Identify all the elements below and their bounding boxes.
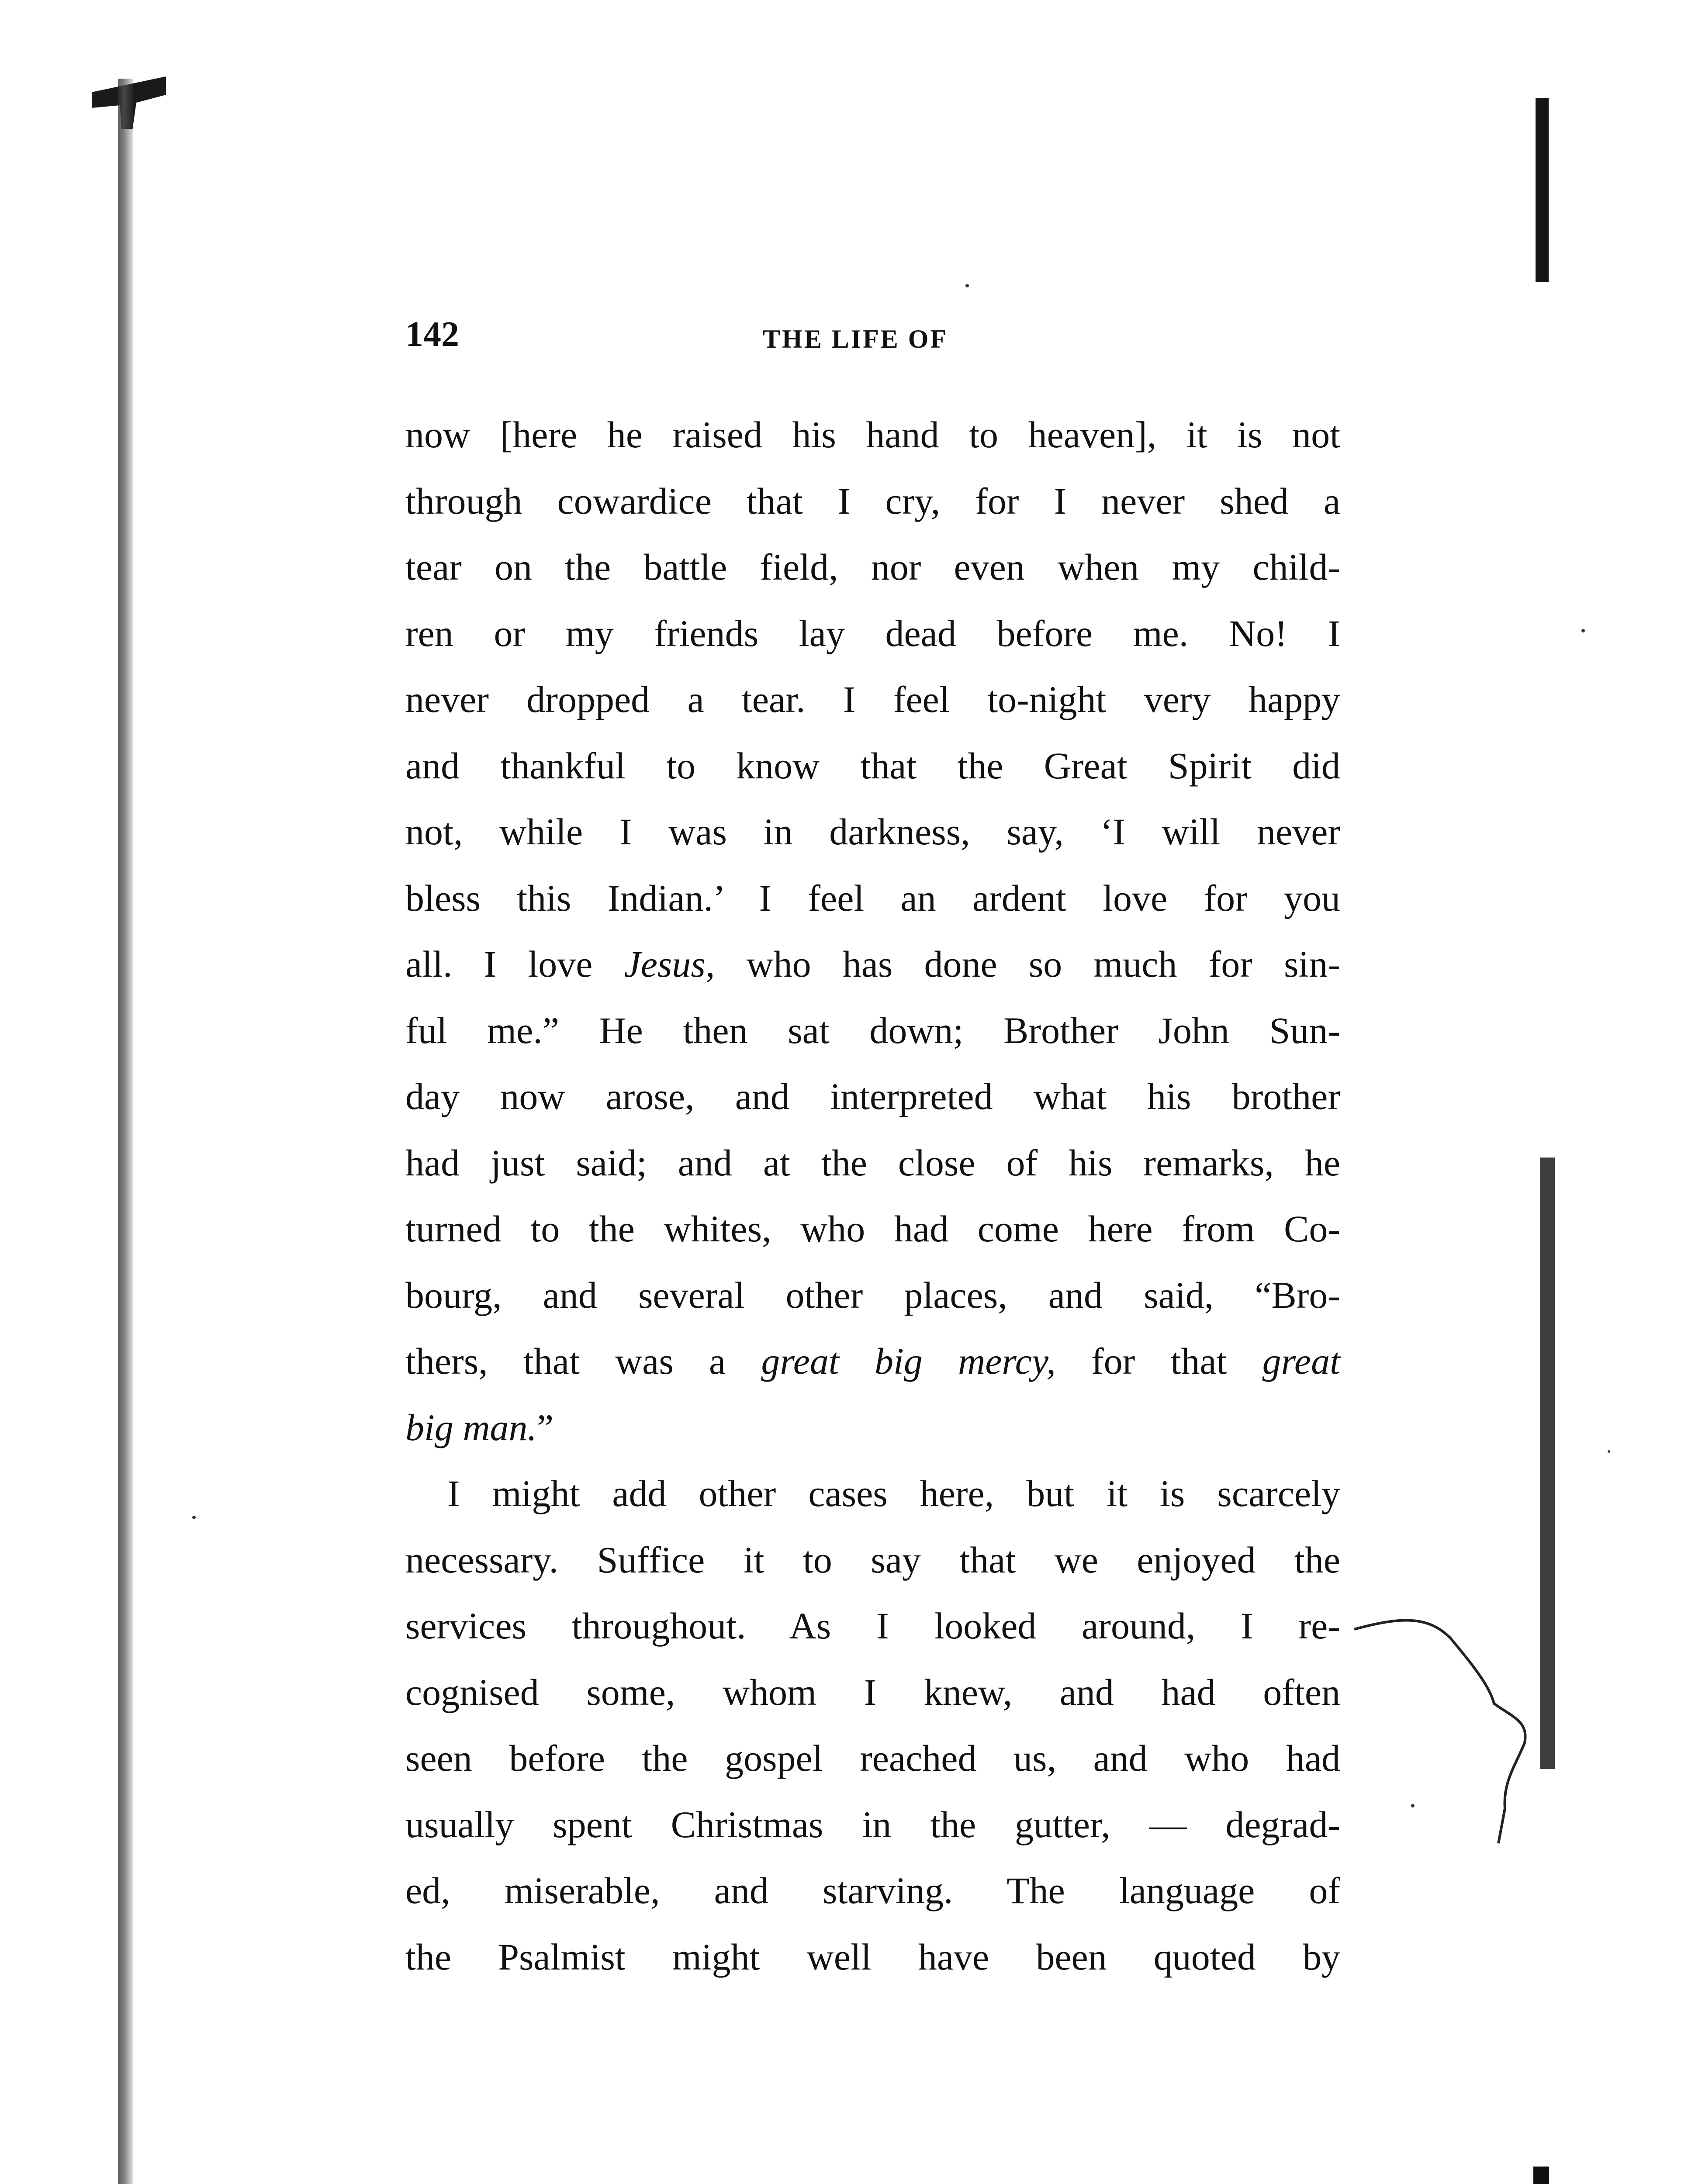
- scan-edge-right-middle: [1540, 1158, 1555, 1769]
- text-segment: through cowardice that I cry, for I never shed a: [405, 480, 1340, 522]
- text-segment: seen before the gospel reached us, and who had: [405, 1737, 1340, 1779]
- text-segment: ren or my friends lay dead before me. No! I: [405, 612, 1340, 654]
- scan-edge-right-bottom: [1533, 2167, 1549, 2184]
- text-line: [405, 733, 1340, 798]
- italic-text: Jesus,: [624, 943, 715, 985]
- text-line: [405, 1395, 1340, 1460]
- text-line: [405, 601, 1340, 666]
- text-line: [405, 1328, 1340, 1394]
- text-segment: the Psalmist might well have been quoted by: [405, 1935, 1340, 1978]
- text-segment: I might add other cases here, but it is scarcely: [447, 1472, 1340, 1514]
- text-line: [405, 1262, 1340, 1328]
- text-line: [405, 1792, 1340, 1857]
- italic-text: big man.: [405, 1406, 537, 1448]
- text-segment: ed, miserable, and starving. The language of: [405, 1870, 1340, 1911]
- text-segment: ”: [537, 1406, 554, 1448]
- text-line: [405, 667, 1340, 732]
- text-line: [405, 931, 1340, 997]
- text-segment: had just said; and at the close of his remarks, he: [405, 1141, 1340, 1184]
- text-line: [405, 998, 1340, 1063]
- text-line: [405, 1924, 1340, 1990]
- text-segment: bless this Indian.’ I feel an ardent love for you: [405, 877, 1340, 919]
- text-segment: for that: [1055, 1340, 1263, 1382]
- text-segment: tear on the battle field, nor even when my child-: [405, 546, 1340, 588]
- text-segment: bourg, and several other places, and said, “Bro-: [405, 1274, 1340, 1316]
- running-head: [405, 314, 1349, 366]
- running-head-title: THE LIFE OF: [763, 325, 948, 353]
- text-line: [405, 1130, 1340, 1196]
- scan-edge-right-top: [1536, 98, 1549, 282]
- text-line: [405, 799, 1340, 864]
- text-line: [405, 865, 1340, 931]
- text-line: [405, 1196, 1340, 1261]
- text-line: [405, 1064, 1340, 1129]
- text-segment: never dropped a tear. I feel to-night very happy: [405, 678, 1340, 720]
- text-segment: not, while I was in darkness, say, ‘I will never: [405, 811, 1340, 853]
- margin-bracket-mark: [1350, 1599, 1533, 1870]
- text-segment: day now arose, and interpreted what his brother: [405, 1075, 1340, 1117]
- text-segment: and thankful to know that the Great Spirit did: [405, 744, 1340, 787]
- text-segment: now [here he raised his hand to heaven], it is not: [405, 414, 1340, 456]
- text-line: [405, 1527, 1340, 1593]
- italic-text: great big mercy,: [761, 1340, 1056, 1382]
- text-segment: all. I love: [405, 943, 624, 985]
- text-segment: turned to the whites, who had come here from Co-: [405, 1208, 1340, 1250]
- page-number: 142: [405, 314, 459, 354]
- text-line: [405, 1858, 1340, 1923]
- text-line: [405, 1461, 1340, 1526]
- text-line: [405, 468, 1340, 534]
- text-line: [405, 1659, 1340, 1725]
- italic-text: great: [1262, 1340, 1340, 1382]
- text-segment: thers, that was a: [405, 1340, 761, 1382]
- text-line: [405, 1593, 1340, 1659]
- text-segment: usually spent Christmas in the gutter, — degrad-: [405, 1803, 1340, 1845]
- text-segment: cognised some, whom I knew, and had often: [405, 1671, 1340, 1713]
- text-line: [405, 534, 1340, 600]
- text-segment: necessary. Suffice it to say that we enjoyed the: [405, 1538, 1340, 1581]
- text-segment: ful me.” He then sat down; Brother John Sun-: [405, 1009, 1340, 1051]
- text-line: [405, 402, 1340, 467]
- text-segment: services throughout. As I looked around, I re-: [405, 1605, 1340, 1647]
- text-line: [405, 1725, 1340, 1791]
- text-segment: who has done so much for sin-: [715, 943, 1340, 985]
- scan-edge-left: [118, 79, 133, 2184]
